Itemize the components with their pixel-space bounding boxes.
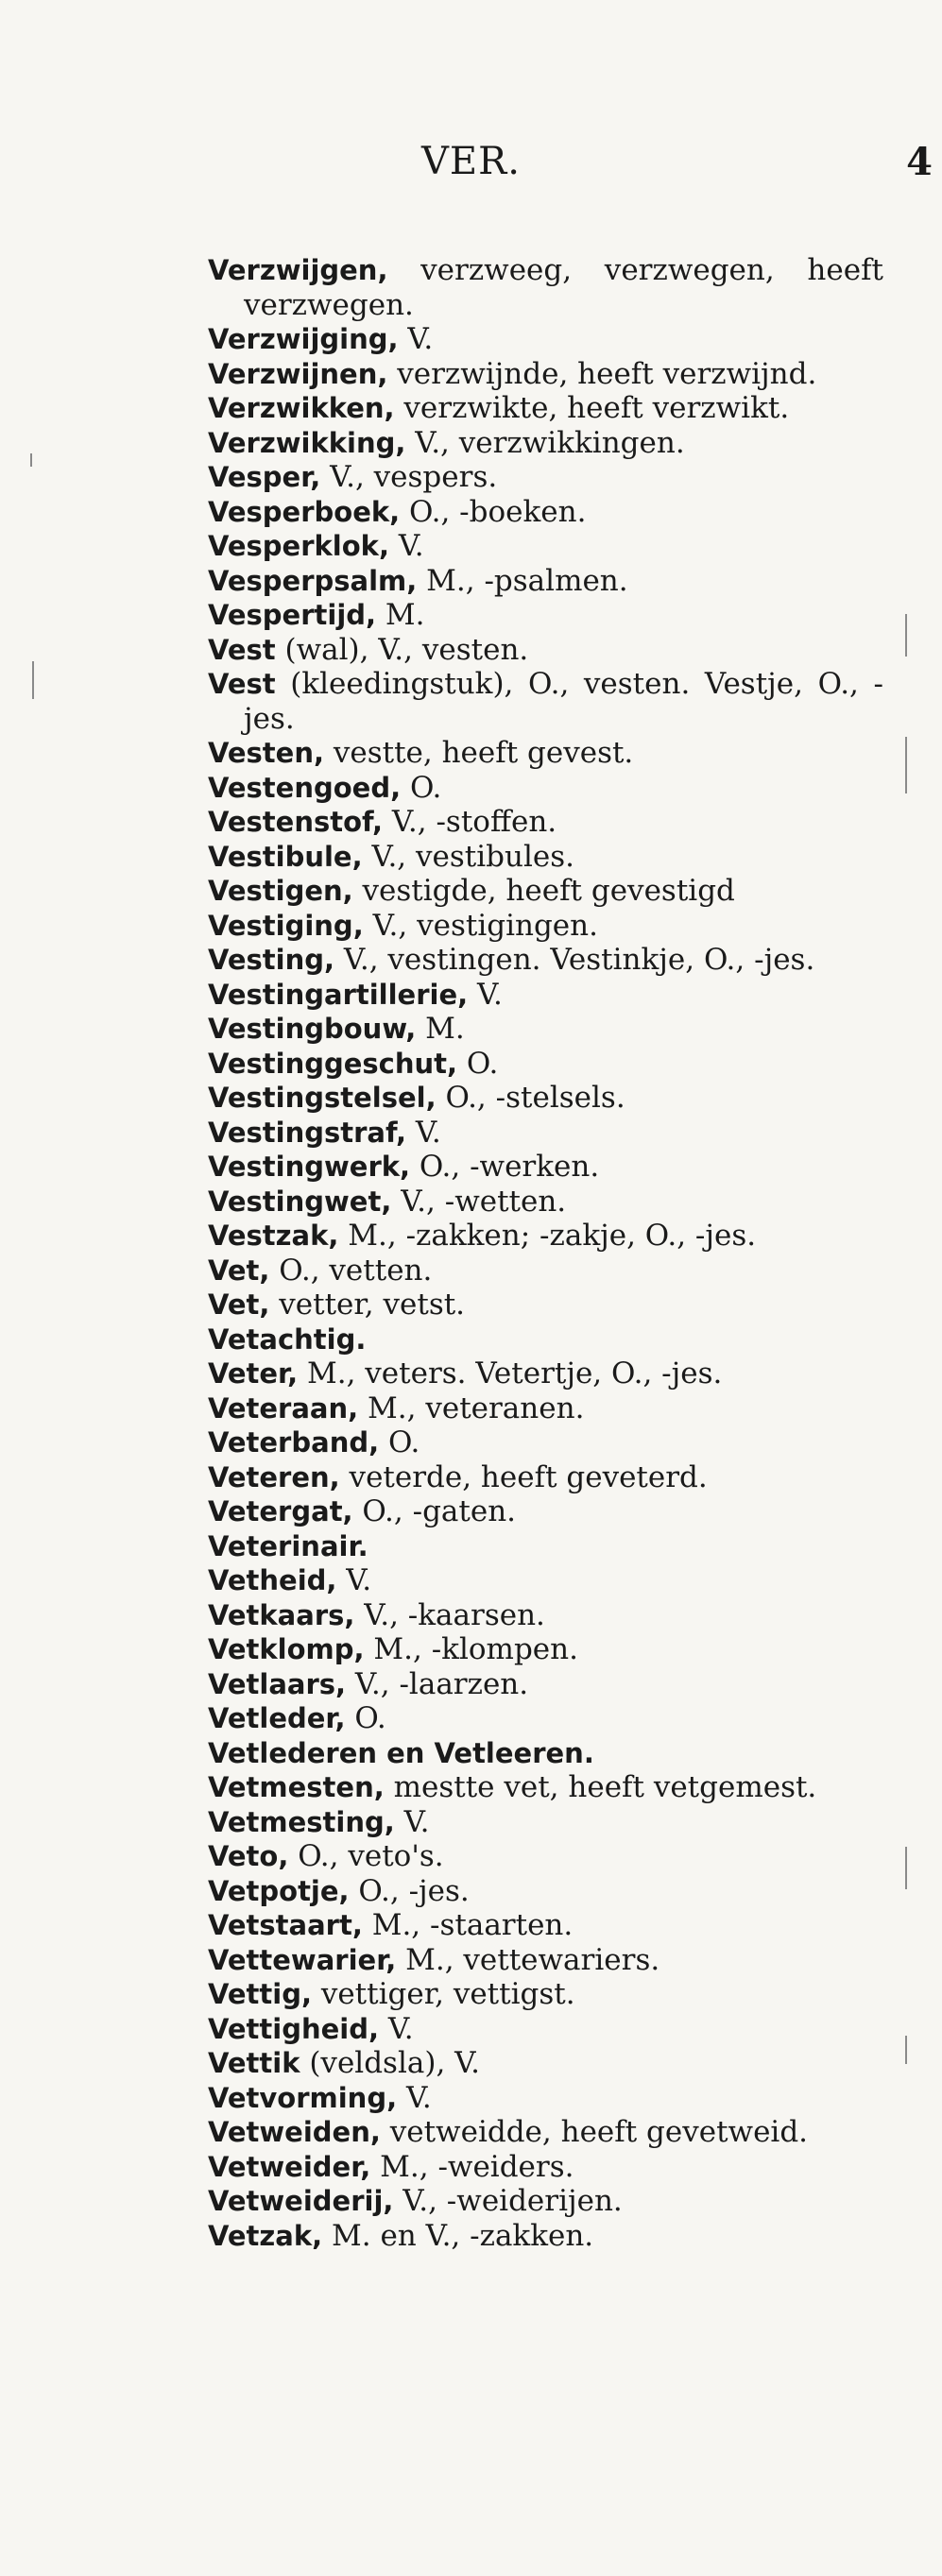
entry-definition: V., -stoffen.: [383, 805, 557, 839]
entry-definition: M. en V., -zakken.: [322, 2218, 594, 2253]
dictionary-entry: [208, 1529, 883, 1564]
entry-definition: M., veters. Vetertje, O., -jes.: [298, 1356, 723, 1390]
dictionary-entry: [208, 1494, 883, 1529]
entry-definition: verzweeg, verzwegen, heeft verzwegen.: [244, 253, 883, 322]
running-head: VER.: [421, 140, 521, 183]
dictionary-entry: [208, 1116, 883, 1151]
entry-definition: V.: [394, 1804, 430, 1839]
dictionary-entry: [208, 1701, 883, 1736]
entry-headword: Veteraan,: [208, 1391, 359, 1424]
dictionary-entry: [208, 943, 883, 978]
entry-headword: Vesting,: [208, 944, 335, 976]
entry-definition: vetweidde, heeft gevetweid.: [380, 2115, 809, 2149]
entry-definition: vestigde, heeft gevestigd: [352, 874, 735, 908]
dictionary-entry: [208, 909, 883, 944]
entry-definition: M., -psalmen.: [417, 563, 628, 598]
entry-headword: Vettik: [208, 2047, 300, 2079]
entry-definition: V.: [388, 529, 424, 563]
entry-headword: Vet,: [208, 1254, 270, 1287]
dictionary-entry: [208, 2046, 883, 2081]
entry-headword: Veterinair.: [208, 1529, 368, 1562]
dictionary-entry: [208, 1322, 883, 1357]
dictionary-entry: [208, 2184, 883, 2219]
entry-definition: M.: [416, 1012, 465, 1046]
entry-definition: M., veteranen.: [358, 1390, 585, 1425]
entry-definition: M., vettewariers.: [396, 1942, 660, 1977]
dictionary-entries: [208, 253, 883, 2253]
scan-mark: [32, 661, 34, 699]
entry-definition: vestte, heeft gevest.: [323, 736, 634, 770]
scan-mark: [905, 737, 907, 793]
entry-headword: Verzwijgen,: [208, 254, 388, 286]
dictionary-entry: [208, 1977, 883, 2012]
dictionary-entry: [208, 1908, 883, 1943]
entry-headword: Vestinggeschut,: [208, 1047, 458, 1080]
dictionary-entry: [208, 460, 883, 495]
dictionary-entry: [208, 1632, 883, 1667]
dictionary-entry: [208, 1185, 883, 1220]
entry-headword: Vespertijd,: [208, 599, 377, 631]
entry-definition: V., verzwikkingen.: [405, 425, 685, 460]
entry-definition: V., vespers.: [320, 460, 498, 494]
entry-headword: Veter,: [208, 1357, 299, 1390]
entry-headword: Vetachtig.: [208, 1322, 367, 1356]
entry-headword: Veto,: [208, 1840, 289, 1872]
dictionary-entry: [208, 426, 883, 461]
entry-headword: Vetmesten,: [208, 1771, 385, 1803]
dictionary-entry: [208, 1081, 883, 1116]
entry-headword: Vesperboek,: [208, 495, 401, 528]
entry-headword: Vest: [208, 668, 276, 700]
entry-definition: V.: [468, 977, 503, 1012]
entry-headword: Vetlederen en Vetleeren.: [208, 1736, 594, 1769]
entry-definition: O.: [401, 770, 442, 805]
entry-definition: M., -staarten.: [362, 1908, 574, 1942]
dictionary-entry: [208, 840, 883, 875]
entry-definition: O., -stelsels.: [436, 1081, 625, 1115]
dictionary-entry: [208, 1874, 883, 1909]
dictionary-entry: [208, 1805, 883, 1840]
dictionary-entry: [208, 357, 883, 392]
dictionary-entry: [208, 1012, 883, 1047]
dictionary-entry: [208, 1943, 883, 1978]
entry-headword: Vestenstof,: [208, 806, 384, 838]
dictionary-entry: [208, 1254, 883, 1288]
entry-definition: (wal), V., vesten.: [275, 632, 529, 667]
entry-headword: Vetkaars,: [208, 1598, 355, 1631]
entry-definition: M., -klompen.: [364, 1632, 578, 1666]
dictionary-entry: [208, 1288, 883, 1322]
dictionary-entry: [208, 1425, 883, 1460]
dictionary-entry: [208, 2150, 883, 2185]
entry-headword: Vest: [208, 633, 276, 666]
scan-mark: [905, 1847, 907, 1889]
entry-definition: V.: [406, 1115, 441, 1150]
entry-headword: Vetvorming,: [208, 2081, 398, 2114]
entry-headword: Vet,: [208, 1288, 270, 1321]
dictionary-entry: [208, 1391, 883, 1426]
entry-headword: Verzwikken,: [208, 392, 395, 424]
entry-headword: Vestingartillerie,: [208, 978, 469, 1011]
entry-headword: Vestzak,: [208, 1220, 339, 1252]
entry-headword: Vestingbouw,: [208, 1013, 417, 1045]
dictionary-entry: [208, 2115, 883, 2150]
entry-definition: O.: [457, 1046, 499, 1081]
dictionary-entry: [208, 1460, 883, 1495]
entry-headword: Vetlaars,: [208, 1667, 347, 1700]
page-header: [0, 140, 942, 196]
entry-definition: veterde, heeft geveterd.: [339, 1459, 708, 1494]
entry-headword: Vetweider,: [208, 2150, 371, 2183]
entry-definition: verzwijnde, heeft verzwijnd.: [387, 356, 817, 391]
dictionary-entry: [208, 253, 883, 322]
entry-headword: Vesperklok,: [208, 530, 389, 562]
dictionary-entry: [208, 391, 883, 426]
dictionary-entry: [208, 1563, 883, 1598]
entry-definition: O., veto's.: [288, 1839, 444, 1873]
entry-definition: (veldsla), V.: [300, 2046, 480, 2080]
entry-headword: Vestingwet,: [208, 1185, 392, 1218]
entry-definition: V., -kaarsen.: [354, 1597, 545, 1632]
dictionary-entry: [208, 322, 883, 357]
dictionary-entry: [208, 771, 883, 806]
entry-headword: Vettewarier,: [208, 1943, 397, 1976]
entry-definition: O., -gaten.: [352, 1494, 517, 1528]
scan-mark: [905, 614, 907, 657]
entry-definition: V., vestingen. Vestinkje, O., -jes.: [334, 943, 815, 977]
dictionary-entry: [208, 1219, 883, 1254]
entry-headword: Vestingstraf,: [208, 1116, 407, 1149]
entry-definition: V.: [398, 322, 434, 356]
entry-definition: verzwikte, heeft verzwikt.: [394, 391, 790, 425]
entry-headword: Vestengoed,: [208, 771, 402, 804]
entry-headword: Vestibule,: [208, 840, 363, 873]
dictionary-entry: [208, 598, 883, 633]
entry-headword: Vetzak,: [208, 2219, 323, 2252]
scan-mark: [30, 453, 32, 467]
entry-definition: V., -weiderijen.: [393, 2184, 623, 2218]
dictionary-entry: [208, 2081, 883, 2116]
entry-definition: V., vestibules.: [362, 839, 574, 874]
dictionary-entry: [208, 1736, 883, 1771]
dictionary-entry: [208, 667, 883, 736]
dictionary-entry: [208, 805, 883, 840]
dictionary-entry: [208, 1839, 883, 1874]
entry-definition: (kleedingstuk), O., vesten. Vestje, O., -jes.: [244, 667, 883, 736]
entry-headword: Vestiging,: [208, 909, 364, 942]
entry-definition: vetter, vetst.: [269, 1288, 466, 1322]
entry-definition: O., vetten.: [269, 1253, 433, 1288]
dictionary-entry: [208, 736, 883, 771]
dictionary-entry: [208, 529, 883, 564]
dictionary-entry: [208, 564, 883, 599]
entry-definition: O., -jes.: [349, 1873, 470, 1908]
entry-definition: V., vestigingen.: [363, 908, 598, 943]
entry-definition: O.: [345, 1701, 386, 1735]
entry-headword: Vesperpsalm,: [208, 564, 418, 597]
dictionary-entry: [208, 2219, 883, 2254]
dictionary-entry: [208, 1356, 883, 1391]
entry-headword: Verzwikking,: [208, 426, 406, 459]
entry-headword: Veterband,: [208, 1426, 380, 1459]
entry-headword: Veteren,: [208, 1460, 340, 1493]
entry-definition: V., -laarzen.: [346, 1666, 529, 1701]
entry-headword: Vestingwerk,: [208, 1151, 411, 1183]
entry-definition: V.: [378, 2011, 414, 2046]
dictionary-entry: [208, 1770, 883, 1805]
dictionary-entry: [208, 633, 883, 668]
entry-definition: O.: [379, 1425, 420, 1459]
page-number: 4: [906, 140, 933, 184]
entry-headword: Verzwijnen,: [208, 357, 388, 390]
entry-definition: M., -weiders.: [370, 2149, 574, 2184]
entry-headword: Vetmesting,: [208, 1805, 395, 1838]
entry-headword: Vesper,: [208, 461, 321, 493]
entry-headword: Vestigen,: [208, 875, 353, 907]
entry-definition: V.: [336, 1563, 372, 1597]
dictionary-entry: [208, 1047, 883, 1082]
entry-headword: Vestingstelsel,: [208, 1082, 437, 1114]
entry-headword: Vesten,: [208, 737, 324, 769]
dictionary-entry: [208, 978, 883, 1013]
entry-headword: Vetpotje,: [208, 1874, 350, 1907]
entry-headword: Vetheid,: [208, 1564, 337, 1596]
dictionary-entry: [208, 1667, 883, 1702]
entry-definition: O., -boeken.: [400, 494, 587, 529]
dictionary-entry: [208, 1150, 883, 1185]
dictionary-entry: [208, 2012, 883, 2047]
entry-definition: O., -werken.: [410, 1150, 600, 1184]
entry-headword: Vettigheid,: [208, 2012, 379, 2045]
entry-definition: V., -wetten.: [391, 1184, 567, 1219]
entry-headword: Vetergat,: [208, 1495, 353, 1527]
entry-headword: Vetweiden,: [208, 2116, 381, 2148]
entry-definition: mestte vet, heeft vetgemest.: [384, 1770, 817, 1804]
entry-definition: V.: [397, 2080, 432, 2115]
entry-headword: Vetweiderij,: [208, 2185, 394, 2217]
entry-definition: vettiger, vettigst.: [311, 1977, 575, 2011]
dictionary-entry: [208, 874, 883, 909]
dictionary-entry: [208, 495, 883, 530]
entry-headword: Vetklomp,: [208, 1633, 365, 1665]
entry-definition: M., -zakken; -zakje, O., -jes.: [338, 1219, 757, 1253]
entry-definition: M.: [376, 598, 425, 632]
entry-headword: Vetstaart,: [208, 1909, 363, 1941]
entry-headword: Verzwijging,: [208, 323, 399, 355]
dictionary-entry: [208, 1598, 883, 1633]
scan-mark: [905, 2036, 907, 2064]
entry-headword: Vettig,: [208, 1978, 312, 2010]
entry-headword: Vetleder,: [208, 1702, 346, 1734]
